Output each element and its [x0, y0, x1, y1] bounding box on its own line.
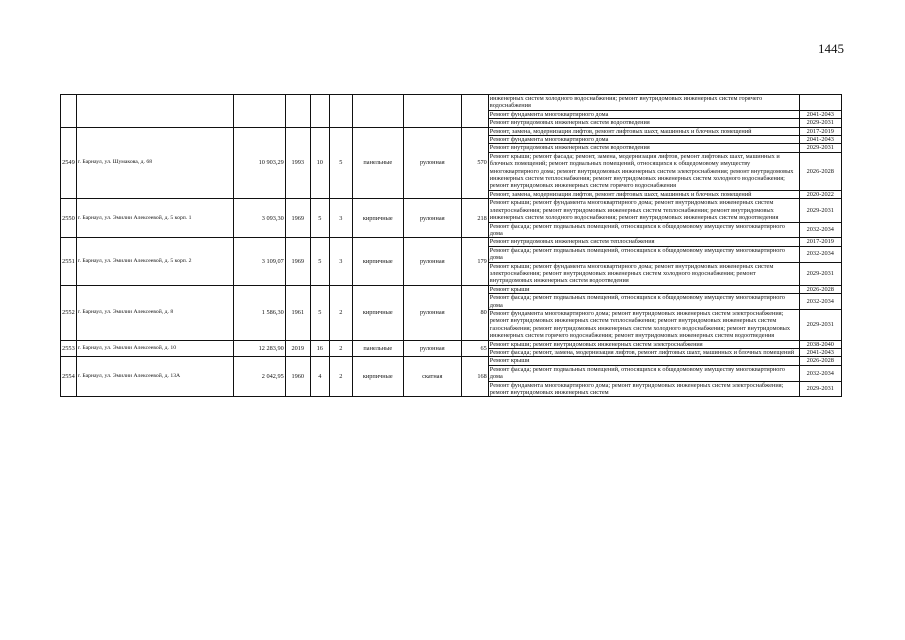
repair-works: Ремонт фундамента многоквартирного дома: [488, 136, 799, 144]
building-year: 1960: [285, 357, 310, 397]
building-address: г. Барнаул, ул. Эмилии Алексеевой, д. 5 корп. 1: [76, 199, 233, 238]
roof-type: скатная: [403, 357, 461, 397]
building-number: 2549: [61, 127, 77, 199]
apartments-count: 218: [461, 199, 488, 238]
wall-material: панельные: [352, 340, 403, 357]
building-area: 3 093,30: [233, 199, 285, 238]
wall-material: [352, 95, 403, 128]
repair-period: 2029-2031: [799, 309, 841, 340]
apartments-count: [461, 95, 488, 128]
repair-works: Ремонт крыши; ремонт фасада; ремонт, замена, модернизация лифтов, ремонт лифтовых шахт, машинных и блочных помещений; ремонт подвальных помещений, относящихся к общедомовому имуществу многоквартирного дома; ремонт внутридомовых инженерных систем электроснабжения; ремонт внутридомовых инженерных систем теплоснабжения; ремонт внутридомовых инженерных систем холодного водоснабжения; ремонт внутридомовых инженерных систем горячего водоснабжения: [488, 152, 799, 190]
repair-period: [799, 95, 841, 111]
apartments-count: 65: [461, 340, 488, 357]
building-number: 2550: [61, 199, 77, 238]
wall-material: кирпичные: [352, 238, 403, 285]
building-year: 1961: [285, 285, 310, 340]
repair-period: 2029-2031: [799, 381, 841, 397]
repair-period: 2032-2034: [799, 294, 841, 310]
building-area: 10 903,29: [233, 127, 285, 199]
repair-period: 2032-2034: [799, 246, 841, 262]
repair-period: 2017-2019: [799, 238, 841, 246]
repair-works: Ремонт крыши: [488, 357, 799, 365]
repair-period: 2026-2028: [799, 285, 841, 293]
repair-period: 2032-2034: [799, 365, 841, 381]
building-number: 2552: [61, 285, 77, 340]
repair-works: Ремонт фасада; ремонт подвальных помещений, относящихся к общедомовому имуществу многоквартирного дома: [488, 365, 799, 381]
building-area: [233, 95, 285, 128]
repair-period: 2026-2028: [799, 357, 841, 365]
building-floors: 5: [310, 199, 329, 238]
repair-works: Ремонт внутридомовых инженерных систем водоотведения: [488, 144, 799, 152]
building-address: г. Барнаул, ул. Эмилии Алексеевой, д. 10: [76, 340, 233, 357]
repair-period: 2026-2028: [799, 152, 841, 190]
building-address: г. Барнаул, ул. Эмилии Алексеевой, д. 5 корп. 2: [76, 238, 233, 285]
building-number: 2551: [61, 238, 77, 285]
wall-material: кирпичные: [352, 285, 403, 340]
repair-period: 2017-2019: [799, 127, 841, 135]
repair-works: Ремонт крыши; ремонт фундамента многоквартирного дома; ремонт внутридомовых инженерных систем электроснабжения; ремонт внутридомовых инженерных систем холодного водоснабжения; ремонт внутридомовых инженерных систем водоотведения: [488, 262, 799, 285]
building-area: 12 283,90: [233, 340, 285, 357]
roof-type: рулонная: [403, 285, 461, 340]
repair-works: Ремонт крыши: [488, 285, 799, 293]
table-row: [61, 238, 842, 246]
apartments-count: 570: [461, 127, 488, 199]
roof-type: рулонная: [403, 340, 461, 357]
roof-type: рулонная: [403, 238, 461, 285]
building-floors: 16: [310, 340, 329, 357]
apartments-count: 80: [461, 285, 488, 340]
repair-works: Ремонт фасада; ремонт, замена, модернизация лифтов, ремонт лифтовых шахт, машинных и блочных помещений: [488, 349, 799, 357]
building-area: 2 042,95: [233, 357, 285, 397]
building-entrances: 3: [329, 238, 352, 285]
repair-period: 2029-2031: [799, 144, 841, 152]
building-floors: 4: [310, 357, 329, 397]
repair-works: Ремонт внутридомовых инженерных систем водоотведения: [488, 119, 799, 127]
building-number: 2553: [61, 340, 77, 357]
apartments-count: 168: [461, 357, 488, 397]
building-entrances: 2: [329, 340, 352, 357]
roof-type: рулонная: [403, 199, 461, 238]
building-floors: 5: [310, 285, 329, 340]
building-area: 1 586,30: [233, 285, 285, 340]
wall-material: кирпичные: [352, 357, 403, 397]
repair-period: 2029-2031: [799, 262, 841, 285]
table-row: [61, 127, 842, 135]
building-number: 2554: [61, 357, 77, 397]
building-year: 2019: [285, 340, 310, 357]
building-entrances: 3: [329, 199, 352, 238]
building-entrances: [329, 95, 352, 128]
repair-period: 2038-2040: [799, 340, 841, 348]
building-floors: 10: [310, 127, 329, 199]
repair-works: Ремонт фундамента многоквартирного дома; ремонт внутридомовых инженерных систем электроснабжения; ремонт внутридомовых инженерных систем: [488, 381, 799, 397]
table-row: [61, 357, 842, 365]
building-address: г. Барнаул, ул. Эмилии Алексеевой, д. 13А: [76, 357, 233, 397]
building-year: [285, 95, 310, 128]
table-row: [61, 285, 842, 293]
building-year: 1969: [285, 199, 310, 238]
roof-type: [403, 95, 461, 128]
building-area: 3 109,07: [233, 238, 285, 285]
repair-period: 2029-2031: [799, 199, 841, 222]
apartments-count: 179: [461, 238, 488, 285]
repair-works: Ремонт крыши; ремонт внутридомовых инженерных систем электроснабжения: [488, 340, 799, 348]
repair-works: Ремонт фундамента многоквартирного дома: [488, 110, 799, 118]
repair-works: Ремонт, замена, модернизация лифтов, ремонт лифтовых шахт, машинных и блочных помещений: [488, 190, 799, 198]
repair-works: Ремонт внутридомовых инженерных систем теплоснабжения: [488, 238, 799, 246]
repair-works: Ремонт фасада; ремонт подвальных помещений, относящихся к общедомовому имуществу многоквартирного дома: [488, 222, 799, 238]
wall-material: панельные: [352, 127, 403, 199]
building-entrances: 2: [329, 285, 352, 340]
table-row: [61, 340, 842, 348]
table-row: [61, 199, 842, 222]
building-floors: 5: [310, 238, 329, 285]
building-entrances: 2: [329, 357, 352, 397]
repair-period: 2041-2043: [799, 136, 841, 144]
repair-works: инженерных систем холодного водоснабжения; ремонт внутридомовых инженерных систем горячего водоснабжения: [488, 95, 799, 111]
repair-works: Ремонт, замена, модернизация лифтов, ремонт лифтовых шахт, машинных и блочных помещений: [488, 127, 799, 135]
repair-works: Ремонт крыши; ремонт фундамента многоквартирного дома; ремонт внутридомовых инженерных систем электроснабжения; ремонт внутридомовых инженерных систем теплоснабжения; ремонт внутридомовых инженерных систем холодного водоснабжения; ремонт внутридомовых инженерных систем водоотведения: [488, 199, 799, 222]
page-number: 1445: [818, 41, 844, 56]
repair-period: 2020-2022: [799, 190, 841, 198]
building-entrances: 5: [329, 127, 352, 199]
repair-schedule-table: [60, 94, 842, 397]
building-floors: [310, 95, 329, 128]
building-address: [76, 95, 233, 128]
repair-works: Ремонт фундамента многоквартирного дома; ремонт внутридомовых инженерных систем электроснабжения; ремонт внутридомовых инженерных систем теплоснабжения; ремонт внутридомовых инженерных систем газоснабжения; ремонт внутридомовых инженерных систем холодного водоснабжения; ремонт внутридомовых инженерных систем горячего водоснабжения; ремонт внутридомовых инженерных систем водоотведения: [488, 309, 799, 340]
building-address: г. Барнаул, ул. Шумакова, д. 68: [76, 127, 233, 199]
building-year: 1993: [285, 127, 310, 199]
repair-period: 2041-2043: [799, 110, 841, 118]
table-row: [61, 95, 842, 111]
repair-works: Ремонт фасада; ремонт подвальных помещений, относящихся к общедомовому имуществу многоквартирного дома: [488, 246, 799, 262]
table-body: [61, 95, 842, 397]
building-address: г. Барнаул, ул. Эмилии Алексеевой, д. 8: [76, 285, 233, 340]
repair-period: 2032-2034: [799, 222, 841, 238]
building-number: [61, 95, 77, 128]
repair-works: Ремонт фасада; ремонт подвальных помещений, относящихся к общедомовому имуществу многоквартирного дома: [488, 294, 799, 310]
wall-material: кирпичные: [352, 199, 403, 238]
roof-type: рулонная: [403, 127, 461, 199]
building-year: 1969: [285, 238, 310, 285]
repair-period: 2029-2031: [799, 119, 841, 127]
repair-period: 2041-2043: [799, 349, 841, 357]
